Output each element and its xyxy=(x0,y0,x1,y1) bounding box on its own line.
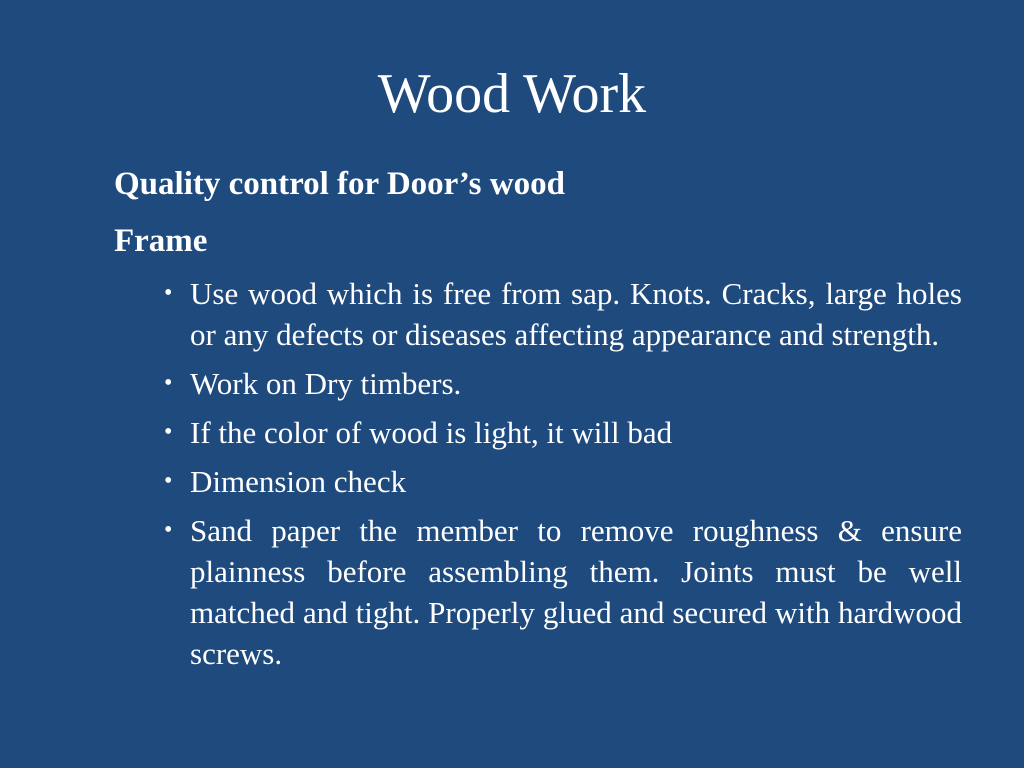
bullet-item xyxy=(160,273,962,355)
slide-title: Wood Work xyxy=(377,63,647,125)
bullet-icon: • xyxy=(164,468,173,494)
bullet-icon: • xyxy=(164,517,173,543)
bullet-icon: • xyxy=(164,419,173,445)
bullet-item xyxy=(160,461,962,502)
slide-subtitle: Quality control for Door’s wood xyxy=(114,166,565,202)
bullet-text: Work on Dry timbers. xyxy=(190,366,462,401)
bullet-item xyxy=(160,510,962,674)
bullet-text: Use wood which is free from sap. Knots. Cracks, large holes or any defects or diseases affecting appearance and strength. xyxy=(190,276,962,352)
bullet-text: If the color of wood is light, it will bad xyxy=(190,415,673,450)
bullet-text: Dimension check xyxy=(190,464,407,499)
bullet-item xyxy=(160,412,962,453)
section-heading: Frame xyxy=(114,223,208,259)
bullet-text: Sand paper the member to remove roughness & ensure plainness before assembling them. Joints must be well matched and tight. Properly glued and secured with hardwood screws. xyxy=(190,513,962,671)
bullet-icon: • xyxy=(164,370,173,396)
bullet-icon: • xyxy=(164,280,173,306)
bullet-list xyxy=(160,273,962,682)
bullet-item xyxy=(160,363,962,404)
